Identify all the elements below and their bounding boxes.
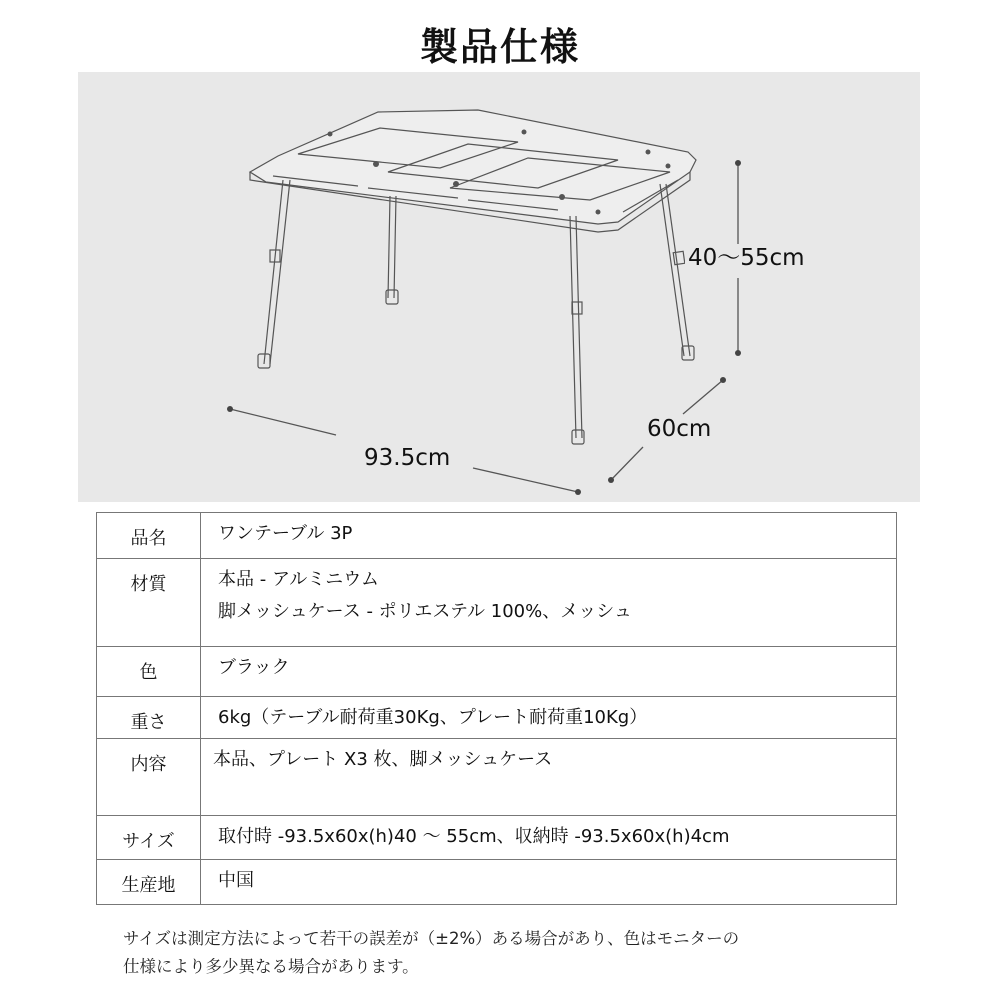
product-diagram [78,72,920,502]
row-value-size: 取付時 -93.5x60x(h)40 〜 55cm、収納時 -93.5x60x(h)4cm [201,816,897,860]
depth-dimension-label: 60cm [644,415,714,443]
row-label-origin: 生産地 [97,860,201,905]
width-dimension-label: 93.5cm [361,444,453,472]
row-label-weight: 重さ [97,697,201,739]
table-drawing-icon [78,72,920,502]
row-value-name: ワンテーブル 3P [201,513,897,559]
row-label-name: 品名 [97,513,201,559]
row-label-size: サイズ [97,816,201,860]
table-row [97,559,897,647]
table-row [97,816,897,860]
row-label-color: 色 [97,647,201,697]
table-row [97,647,897,697]
row-label-material: 材質 [97,559,201,647]
spec-table [96,512,897,905]
table-row [97,697,897,739]
height-dimension-label: 40〜55cm [685,244,808,272]
footnote [123,925,883,981]
footnote-line-2: 仕様により多少異なる場合があります。 [123,957,419,976]
table-row [97,860,897,905]
row-label-contents: 内容 [97,739,201,816]
table-row [97,513,897,559]
row-value-material: 本品 - アルミニウム 脚メッシュケース - ポリエステル 100%、メッシュ [201,559,897,647]
page-title: 製品仕様 [419,25,580,69]
row-value-weight: 6kg（テーブル耐荷重30Kg、プレート耐荷重10Kg） [201,697,897,739]
footnote-line-1: サイズは測定方法によって若干の誤差が（±2%）ある場合があり、色はモニターの [123,929,740,948]
row-value-color: ブラック [201,647,897,697]
table-row [97,739,897,816]
row-value-origin: 中国 [201,860,897,905]
row-value-contents: 本品、プレート X3 枚、脚メッシュケース [201,739,897,816]
